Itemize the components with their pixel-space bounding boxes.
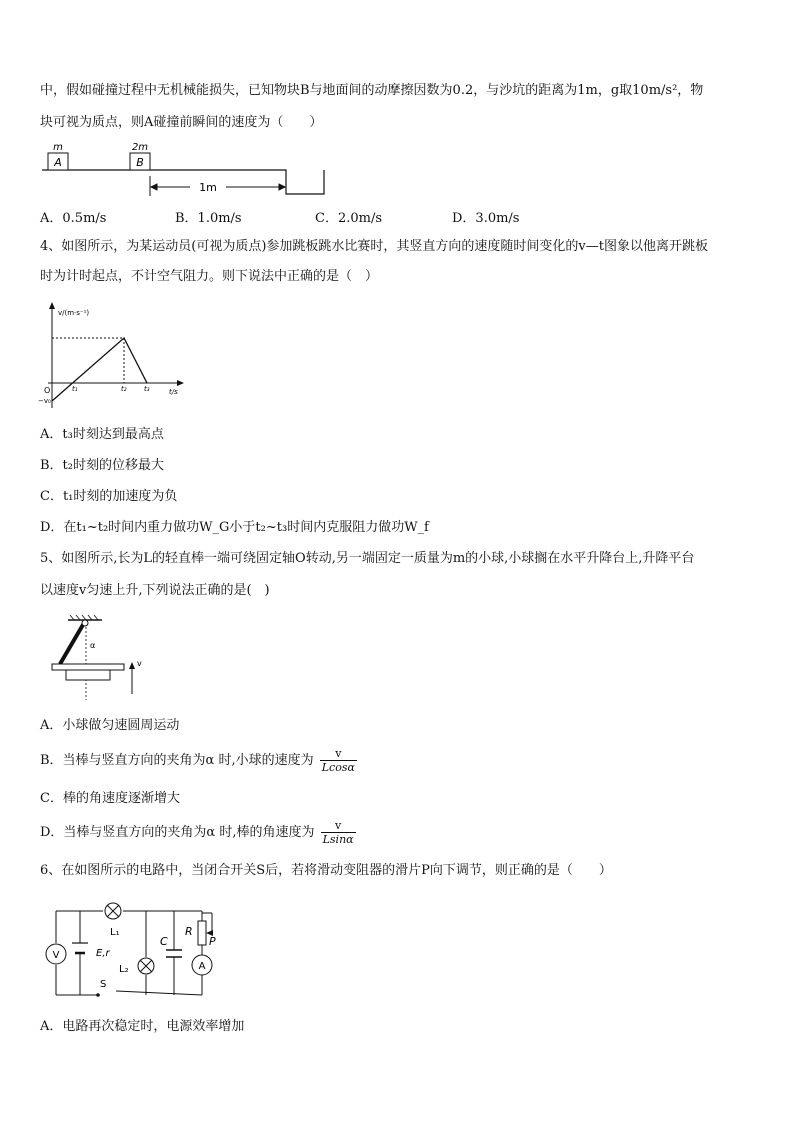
block-b-label: B: [136, 156, 144, 169]
q3-option-c: C．2.0m/s: [315, 211, 382, 226]
t3-label: t₃: [144, 385, 150, 393]
neg-v0-label: −v₀: [38, 397, 51, 405]
capacitor-label: C: [160, 935, 168, 948]
q3-figure-blocks-and-pit: [40, 140, 340, 198]
q5-option-a: A．小球做匀速圆周运动: [40, 718, 180, 733]
q5-text-line1: 5、如图所示,长为L的轻直棒一端可绕固定轴O转动,另一端固定一质量为m的小球,小球搁在水平升降台上,升降平台: [40, 551, 695, 566]
q6-option-a: A．电路再次稳定时，电源效率增加: [40, 1019, 245, 1034]
source-label: E,r: [96, 948, 110, 959]
q5-option-b-text: B．当棒与竖直方向的夹角为α 时,小球的速度为: [40, 753, 314, 768]
y-axis-label: v/(m·s⁻¹): [58, 309, 90, 317]
pivot-o: [82, 620, 88, 626]
q5-option-b-numerator: v: [320, 747, 357, 761]
switch-contact: [96, 993, 100, 997]
velocity-arrowhead: [129, 662, 135, 669]
block-b-mass: 2m: [131, 142, 149, 153]
q3-text-line1: 中，假如碰撞过程中无机械能损失，已知物块B与地面间的动摩擦因数为0.2，与沙坑的距离为1m，g取10m/s²，物: [40, 83, 704, 98]
ground-line: [42, 170, 324, 194]
q3-option-b: B．1.0m/s: [175, 211, 242, 226]
q5-option-d: [40, 818, 356, 848]
q3-option-d: D．3.0m/s: [452, 211, 520, 226]
vt-axes: [48, 304, 180, 408]
q4-figure-vt-graph: [32, 300, 192, 412]
rod: [60, 623, 84, 664]
q6-text-line1: 6、在如图所示的电路中，当闭合开关S后，若将滑动变阻器的滑片P向下调节，则正确的是（ ）: [40, 863, 612, 878]
velocity-label: v: [137, 659, 142, 668]
q5-option-d-numerator: v: [321, 819, 356, 833]
q6-figure-circuit: [40, 895, 230, 999]
lamp-l1-label: L₁: [110, 927, 120, 938]
voltmeter-label: V: [52, 950, 60, 961]
q5-option-b-fraction: [320, 747, 357, 774]
t1-label: t₁: [72, 385, 78, 393]
q4-option-c: C．t₁时刻的加速度为负: [40, 489, 178, 504]
q5-option-d-fraction: [321, 819, 356, 846]
x-axis-arrow: [177, 380, 184, 386]
q5-option-d-text: D．当棒与竖直方向的夹角为α 时,棒的角速度为: [40, 825, 315, 840]
q4-text-line2: 时为计时起点，不计空气阻力。则下说法中正确的是（ ）: [40, 269, 379, 284]
t2-label: t₂: [121, 385, 127, 393]
lamp-l2-label: L₂: [119, 964, 129, 975]
block-a-label: A: [54, 156, 62, 169]
q5-option-d-denominator: Lsinα: [322, 833, 354, 846]
q5-option-c: C．棒的角速度逐渐增大: [40, 791, 180, 806]
distance-marker: [150, 176, 285, 196]
q4-option-a: A．t₃时刻达到最高点: [40, 427, 164, 442]
rheostat: [198, 921, 206, 945]
capacitor: [166, 950, 182, 957]
q3-option-a: A．0.5m/s: [40, 211, 107, 226]
y-axis-arrow: [49, 302, 55, 309]
battery: [72, 943, 88, 953]
q5-option-b-denominator: Lcosα: [321, 761, 355, 774]
platform-base: [66, 670, 110, 680]
q5-option-b: [40, 746, 357, 776]
switch-label: S: [100, 979, 107, 990]
x-axis-label: t/s: [169, 388, 178, 396]
q3-options: [40, 207, 760, 225]
platform: [52, 664, 124, 670]
q4-text-line1: 4、如图所示，为某运动员(可视为质点)参加跳板跳水比赛时，其竖直方向的速度随时间变化的v—t图象以他离开跳板: [40, 239, 708, 254]
q4-option-b: B．t₂时刻的位移最大: [40, 458, 164, 473]
q4-option-d: D．在t₁~t₂时间内重力做功W_G小于t₂~t₃时间内克服阻力做功W_f: [40, 520, 429, 535]
velocity-line: [52, 338, 147, 401]
distance-label: 1m: [199, 181, 217, 194]
q5-text-line2: 以速度v匀速上升,下列说法正确的是( ): [40, 583, 270, 598]
angle-label: α: [90, 641, 96, 650]
q3-text-line2: 块可视为质点，则A碰撞前瞬间的速度为（ ）: [40, 115, 323, 130]
block-a-mass: m: [53, 142, 63, 153]
rheostat-label: R: [185, 925, 193, 938]
slider-label: P: [209, 935, 216, 948]
q5-figure-rod-on-platform: [46, 614, 158, 704]
origin-label: O: [44, 386, 51, 395]
ammeter-label: A: [198, 961, 206, 972]
